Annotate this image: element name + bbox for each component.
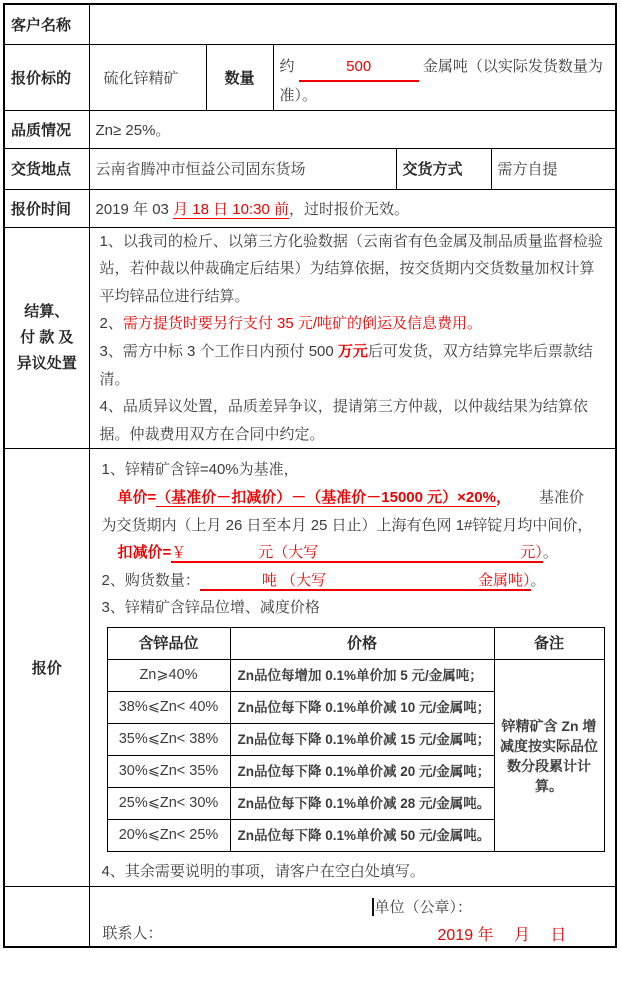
row-subject [4,44,616,110]
signature-date: 2019 年 月 日 [437,926,567,944]
row-quote-time [4,189,616,227]
quote-buy-qty-line [102,567,610,595]
quality-label: 品质情况 [4,110,89,148]
quote-formula-tail: 为交货期内（上月 26 日至本月 25 日止）上海有色网 1#锌锭月均中间价， [101,516,593,534]
customer-label: 客户名称 [4,4,89,44]
delivery-method-value: 需方自提 [491,148,616,189]
quote-time-deadline: 月 18 日 10:30 前 [173,200,289,218]
grade-cell: 35%⩽Zn< 38% [107,724,230,756]
quantity-blank-field[interactable]: 500 [299,53,419,83]
buy-qty-mid: 吨 （大写 [261,571,327,589]
subject-product: 硫化锌精矿 [89,44,206,110]
grade-table-header-row [107,628,604,660]
contact-label[interactable]: 联系人： [102,924,163,942]
deduction-yuan-sign: ￥ [171,544,187,562]
deduction-close: 元） [520,544,543,562]
settlement-item-3-red: 万元 [337,343,368,361]
formula-comma: ， [495,489,511,507]
buy-qty-close: 金属吨） [478,571,531,589]
grade-cell: 20%⩽Zn< 25% [107,820,230,852]
deduction-period: 。 [542,544,558,562]
grade-cell: Zn⩾40% [107,660,230,692]
settlement-item-2-num: 2、 [99,315,123,333]
deduction-label: 扣减价= [117,544,172,562]
delivery-place-value: 云南省腾冲市恒益公司固东货场 [89,148,396,189]
settlement-item-3-post: 后可发货，双方结算完毕后票款结清。 [99,343,593,388]
quote-time-value [89,189,616,227]
unit-seal-label: 单位（公章）： [374,898,473,916]
remark-header: 备注 [494,628,604,660]
deduction-mid: 元（大写 [258,544,319,562]
grade-cell: 25%⩽Zn< 30% [107,788,230,820]
settlement-label-line2: 付 款 及 [20,329,74,347]
buy-qty-label: 2、购货数量： [101,571,200,589]
quote-deduction-line [102,539,610,567]
quote-terms [89,449,616,886]
price-cell: Zn品位每下降 0.1%单价减 28 元/金属吨。 [230,788,494,820]
settlement-label-line1: 结算、 [24,303,70,321]
price-cell: Zn品位每下降 0.1%单价减 15 元/金属吨； [230,724,494,756]
quote-line-3: 3、锌精矿含锌品位增、减度价格 [101,599,320,617]
deduction-blank-field[interactable] [171,544,543,563]
settlement-item-4: 4、品质异议处置，品质差异争议，提请第三方仲裁，以仲裁结果为结算依据。仲裁费用双方在合同中约定。 [99,398,588,443]
quantity-label: 数量 [206,44,273,110]
quotation-table [3,3,617,948]
grade-header: 含锌品位 [107,628,230,660]
settlement-terms [89,227,616,449]
quantity-prefix: 约 [279,57,295,75]
settlement-label-line3: 异议处置 [16,355,77,373]
quote-line-4: 4、其余需要说明的事项，请客户在空白处填写。 [101,863,425,880]
price-cell: Zn品位每下降 0.1%单价减 50 元/金属吨。 [230,820,494,852]
price-header: 价格 [230,628,494,660]
quote-time-suffix: ，过时报价无效。 [288,200,409,218]
grade-row [107,660,604,692]
settlement-label [4,227,89,449]
buy-qty-blank-field[interactable] [200,572,531,591]
settlement-item-1: 1、以我司的检斤、以第三方化验数据（云南省有色金属及制品质量监督检验站，若仲裁以仲裁确定后结果）为结算依据，按交货期内交货数量加权计算平均锌品位进行结算。 [99,232,603,305]
settlement-item-2 [100,310,608,338]
buy-qty-period: 。 [530,571,546,589]
quote-label: 报价 [4,449,89,886]
grade-cell: 30%⩽Zn< 35% [107,756,230,788]
row-quote [4,449,616,886]
quantity-suffix: 金属吨（以实际发货数量为准）。 [279,57,603,105]
unit-seal-line[interactable] [96,887,610,917]
subject-label: 报价标的 [4,44,89,110]
settlement-item-3 [100,338,608,393]
quantity-cell [273,44,616,110]
quote-formula-line [102,484,610,512]
row-signature [4,886,616,947]
formula-body: （基准价－扣减价）－（基准价－15000 元）×20% [156,489,496,507]
grade-price-table [107,627,605,852]
price-cell: Zn品位每下降 0.1%单价减 20 元/金属吨； [230,756,494,788]
row-customer [4,4,616,44]
formula-lead: 单价= [117,489,157,507]
row-quality [4,110,616,148]
grade-cell: 38%⩽Zn< 40% [107,692,230,724]
text-cursor [372,898,374,916]
row-delivery [4,148,616,189]
settlement-item-3-pre: 3、需方中标 3 个工作日内预付 500 [99,343,338,361]
settlement-item-2-red: 需方提货时要另行支付 35 元/吨矿的倒运及信息费用。 [122,315,483,333]
signature-empty-cell [4,886,89,947]
price-cell: Zn品位每下降 0.1%单价减 10 元/金属吨； [230,692,494,724]
quote-time-prefix: 2019 年 03 [95,200,174,218]
contact-line [96,922,610,946]
quote-time-label: 报价时间 [4,189,89,227]
delivery-place-label: 交货地点 [4,148,89,189]
row-settlement [4,227,616,449]
delivery-method-label: 交货方式 [396,148,491,189]
formula-tail-1: 基准价 [538,489,584,507]
quality-value: Zn≥ 25%。 [89,110,616,148]
signature-cell [89,886,616,947]
price-cell: Zn品位每增加 0.1%单价加 5 元/金属吨； [230,660,494,692]
quote-line-1: 1、锌精矿含锌=40%为基准， [101,461,299,479]
customer-name-field[interactable] [89,4,616,44]
remark-cell: 锌精矿含 Zn 增减度按实际品位数分段累计计算。 [494,660,604,852]
